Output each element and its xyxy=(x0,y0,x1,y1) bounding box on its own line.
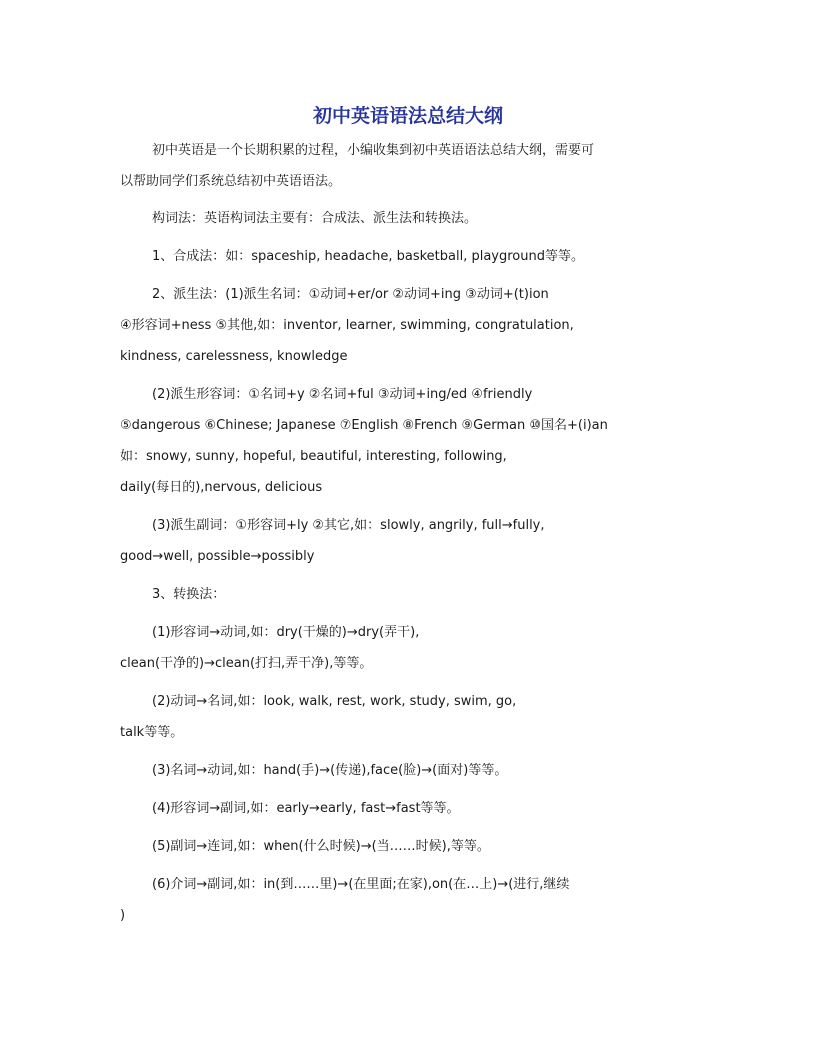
conversion-heading: 3、转换法： xyxy=(152,587,226,602)
conversion-3-line: (3)名词→动词,如：hand(手)→(传递),face(脸)→(面对)等等。 xyxy=(152,763,508,778)
derivation-adjective-line-4: daily(每日的),nervous, delicious xyxy=(120,480,323,495)
conversion-2-line-1: (2)动词→名词,如：look, walk, rest, work, study, swim, go, xyxy=(152,694,517,709)
derivation-adverb-line-2: good→well, possible→possibly xyxy=(120,549,315,564)
derivation-adjective-line-1: (2)派生形容词：①名词+y ②名词+ful ③动词+ing/ed ④friendly xyxy=(152,387,533,402)
derivation-adjective-line-2: ⑤dangerous ⑥Chinese; Japanese ⑦English ⑧French ⑨German ⑩国名+(i)an xyxy=(120,418,608,433)
conversion-1-line-2: clean(干净的)→clean(打扫,弄干净),等等。 xyxy=(120,656,373,671)
word-formation-heading: 构词法：英语构词法主要有：合成法、派生法和转换法。 xyxy=(152,211,478,226)
document-title: 初中英语语法总结大纲 xyxy=(312,105,503,127)
intro-line-1: 初中英语是一个长期积累的过程，小编收集到初中英语语法总结大纲，需要可 xyxy=(152,143,595,158)
conversion-1-line-1: (1)形容词→动词,如：dry(干燥的)→dry(弄干), xyxy=(152,625,420,640)
derivation-noun-line-2: ④形容词+ness ⑤其他,如：inventor, learner, swimming, congratulation, xyxy=(120,318,574,333)
conversion-2-line-2: talk等等。 xyxy=(120,725,184,740)
conversion-6-line-2: ) xyxy=(120,908,126,923)
conversion-5-line: (5)副词→连词,如：when(什么时候)→(当……时候),等等。 xyxy=(152,839,490,854)
intro-line-2: 以帮助同学们系统总结初中英语语法。 xyxy=(120,174,342,189)
derivation-noun-line-3: kindness, carelessness, knowledge xyxy=(120,349,348,364)
conversion-4-line: (4)形容词→副词,如：early→early, fast→fast等等。 xyxy=(152,801,460,816)
derivation-noun-line-1: 2、派生法：(1)派生名词：①动词+er/or ②动词+ing ③动词+(t)ion xyxy=(152,287,549,302)
derivation-adjective-line-3: 如：snowy, sunny, hopeful, beautiful, interesting, following, xyxy=(120,449,507,464)
compounding-line: 1、合成法：如：spaceship, headache, basketball, playground等等。 xyxy=(152,249,584,264)
derivation-adverb-line-1: (3)派生副词：①形容词+ly ②其它,如：slowly, angrily, full→fully, xyxy=(152,518,545,533)
conversion-6-line-1: (6)介词→副词,如：in(到……里)→(在里面;在家),on(在…上)→(进行,继续 xyxy=(152,877,570,892)
